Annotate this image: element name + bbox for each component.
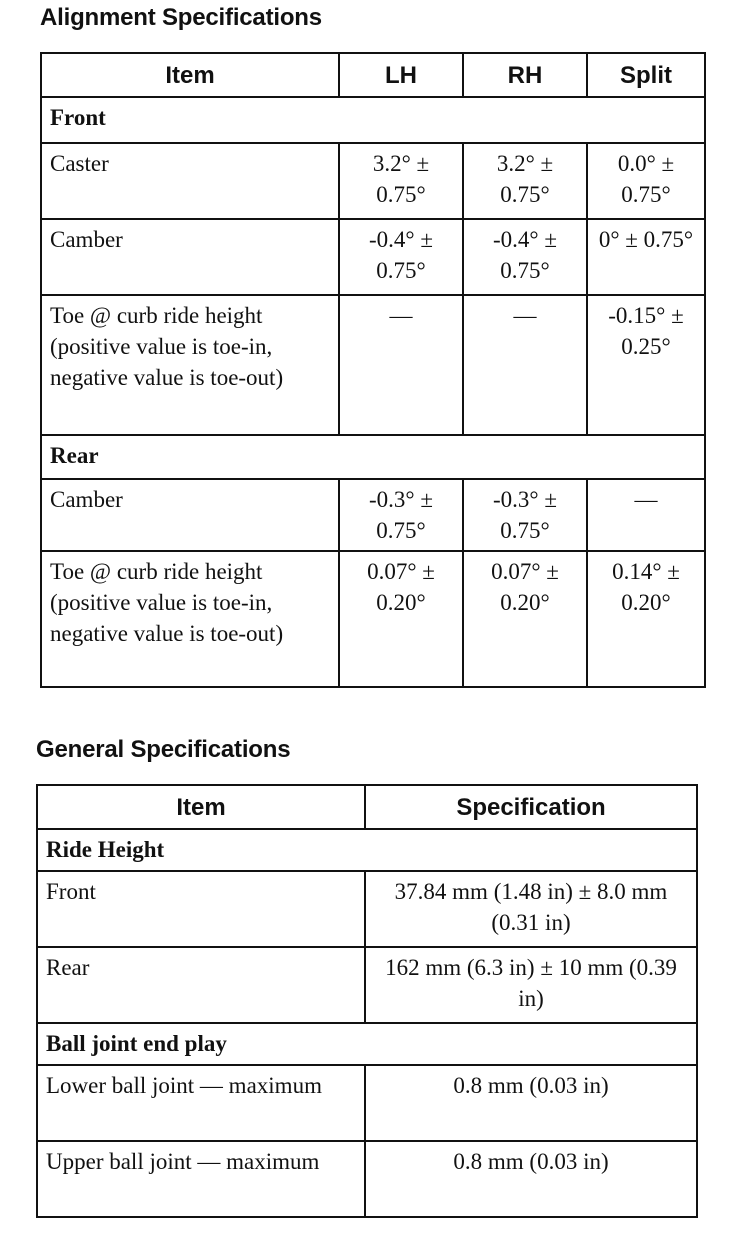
front-toe-rh: —: [463, 295, 587, 435]
upper-ball-joint-spec: 0.8 mm (0.03 in): [365, 1141, 697, 1217]
rear-section-label: Rear: [41, 435, 705, 479]
alignment-specifications-title: Alignment Specifications: [40, 4, 322, 31]
header-item: Item: [41, 53, 339, 97]
table-row: [41, 551, 705, 687]
alignment-specifications-table: [40, 52, 706, 688]
rear-camber-split: —: [587, 479, 705, 551]
table-row: [41, 143, 705, 219]
general-specifications-title: General Specifications: [36, 736, 291, 763]
ride-height-section-label: Ride Height: [37, 829, 697, 871]
front-toe-item: Toe @ curb ride height (positive value is toe-in, negative value is toe-out): [41, 295, 339, 435]
rear-toe-item: Toe @ curb ride height (positive value is toe-in, negative value is toe-out): [41, 551, 339, 687]
rear-camber-item: Camber: [41, 479, 339, 551]
general-header-row: [37, 785, 697, 829]
ride-height-rear-spec: 162 mm (6.3 in) ± 10 mm (0.39 in): [365, 947, 697, 1023]
front-camber-item: Camber: [41, 219, 339, 295]
ball-joint-section-row: [37, 1023, 697, 1065]
front-caster-lh: 3.2° ± 0.75°: [339, 143, 463, 219]
header-item: Item: [37, 785, 365, 829]
table-row: [37, 947, 697, 1023]
front-caster-rh: 3.2° ± 0.75°: [463, 143, 587, 219]
header-rh: RH: [463, 53, 587, 97]
ride-height-section-row: [37, 829, 697, 871]
front-toe-lh: —: [339, 295, 463, 435]
table-row: [37, 1141, 697, 1217]
front-section-label: Front: [41, 97, 705, 143]
front-caster-split: 0.0° ± 0.75°: [587, 143, 705, 219]
ride-height-rear-item: Rear: [37, 947, 365, 1023]
header-split: Split: [587, 53, 705, 97]
ride-height-front-item: Front: [37, 871, 365, 947]
alignment-header-row: [41, 53, 705, 97]
front-camber-split: 0° ± 0.75°: [587, 219, 705, 295]
rear-toe-split: 0.14° ± 0.20°: [587, 551, 705, 687]
rear-section-row: [41, 435, 705, 479]
table-row: [37, 871, 697, 947]
rear-camber-lh: -0.3° ± 0.75°: [339, 479, 463, 551]
rear-camber-rh: -0.3° ± 0.75°: [463, 479, 587, 551]
table-row: [41, 219, 705, 295]
header-lh: LH: [339, 53, 463, 97]
rear-toe-rh: 0.07° ± 0.20°: [463, 551, 587, 687]
front-section-row: [41, 97, 705, 143]
general-specifications-table: [36, 784, 698, 1218]
table-row: [41, 479, 705, 551]
front-toe-split: -0.15° ± 0.25°: [587, 295, 705, 435]
header-specification: Specification: [365, 785, 697, 829]
front-camber-rh: -0.4° ± 0.75°: [463, 219, 587, 295]
table-row: [37, 1065, 697, 1141]
ride-height-front-spec: 37.84 mm (1.48 in) ± 8.0 mm (0.31 in): [365, 871, 697, 947]
lower-ball-joint-item: Lower ball joint — maximum: [37, 1065, 365, 1141]
upper-ball-joint-item: Upper ball joint — maximum: [37, 1141, 365, 1217]
lower-ball-joint-spec: 0.8 mm (0.03 in): [365, 1065, 697, 1141]
table-row: [41, 295, 705, 435]
ball-joint-section-label: Ball joint end play: [37, 1023, 697, 1065]
front-camber-lh: -0.4° ± 0.75°: [339, 219, 463, 295]
rear-toe-lh: 0.07° ± 0.20°: [339, 551, 463, 687]
front-caster-item: Caster: [41, 143, 339, 219]
